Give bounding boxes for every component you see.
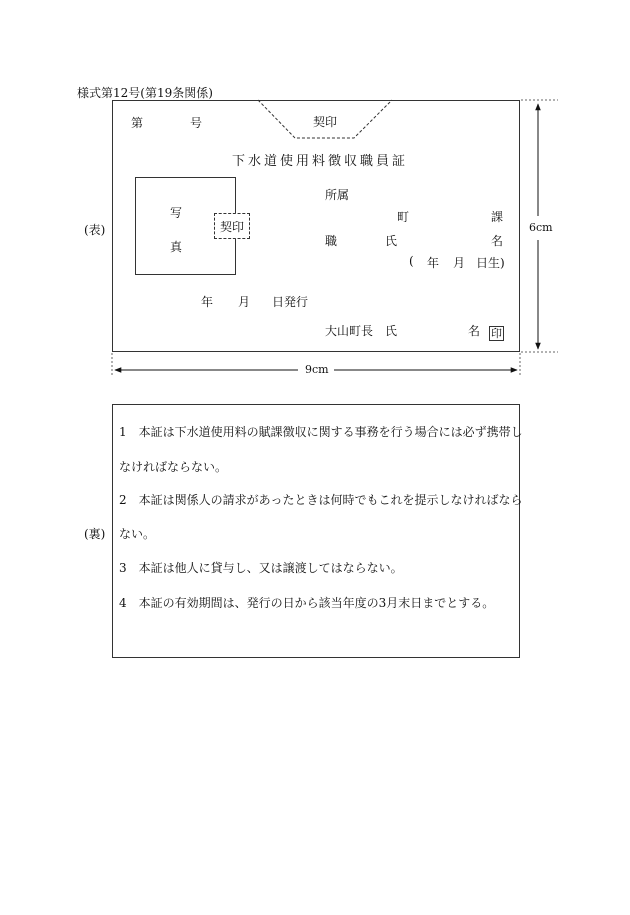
name-label-1: 氏 [385,234,398,248]
back-item-2-line-1: 2 本証は関係人の請求があったときは何時でもこれを提示しなければなら [119,493,523,507]
back-item-1-line-2: なければならない。 [119,460,228,474]
back-item-3: 3 本証は他人に貸与し、又は譲渡してはならない。 [119,561,403,575]
issue-year: 年 [201,295,214,309]
photo-seal: 契印 [214,213,250,239]
issuer-name-2: 名 [468,324,481,338]
height-dimension-label: 6cm [529,221,553,234]
number-label: 第 [131,116,144,130]
number-suffix: 号 [190,116,203,130]
back-item-4: 4 本証の有効期間は、発行の日から該当年度の3月末日までとする。 [119,596,495,610]
issuer-title: 大山町長 [325,324,374,338]
birth-month: 月 [453,256,466,270]
back-item-2-line-2: ない。 [119,527,156,541]
issue-month: 月 [238,295,251,309]
back-side-label: (裏) [84,527,106,541]
section-label: 課 [491,210,504,224]
birth-day: 日生) [476,256,505,270]
birth-year: 年 [427,256,440,270]
issuer-name-1: 氏 [385,324,398,338]
stamp-mark: 印 [491,327,502,340]
top-seal-label: 契印 [313,115,338,129]
position-label: 職 [325,234,338,248]
photo-label-2: 真 [170,240,183,254]
affiliation-label: 所属 [325,188,350,202]
birth-paren: ( [409,254,414,268]
front-side-label: (表) [84,223,106,237]
width-dimension-label: 9cm [305,363,329,376]
name-label-2: 名 [491,234,504,248]
back-item-1-line-1: 1 本証は下水道使用料の賦課徴収に関する事務を行う場合には必ず携帯し [119,425,523,439]
town-label: 町 [397,210,410,224]
photo-label-1: 写 [170,206,183,220]
form-title: 様式第12号(第19条関係) [77,86,213,100]
issue-day: 日発行 [272,295,309,309]
card-title: 下水道使用料徴収職員証 [232,154,409,169]
